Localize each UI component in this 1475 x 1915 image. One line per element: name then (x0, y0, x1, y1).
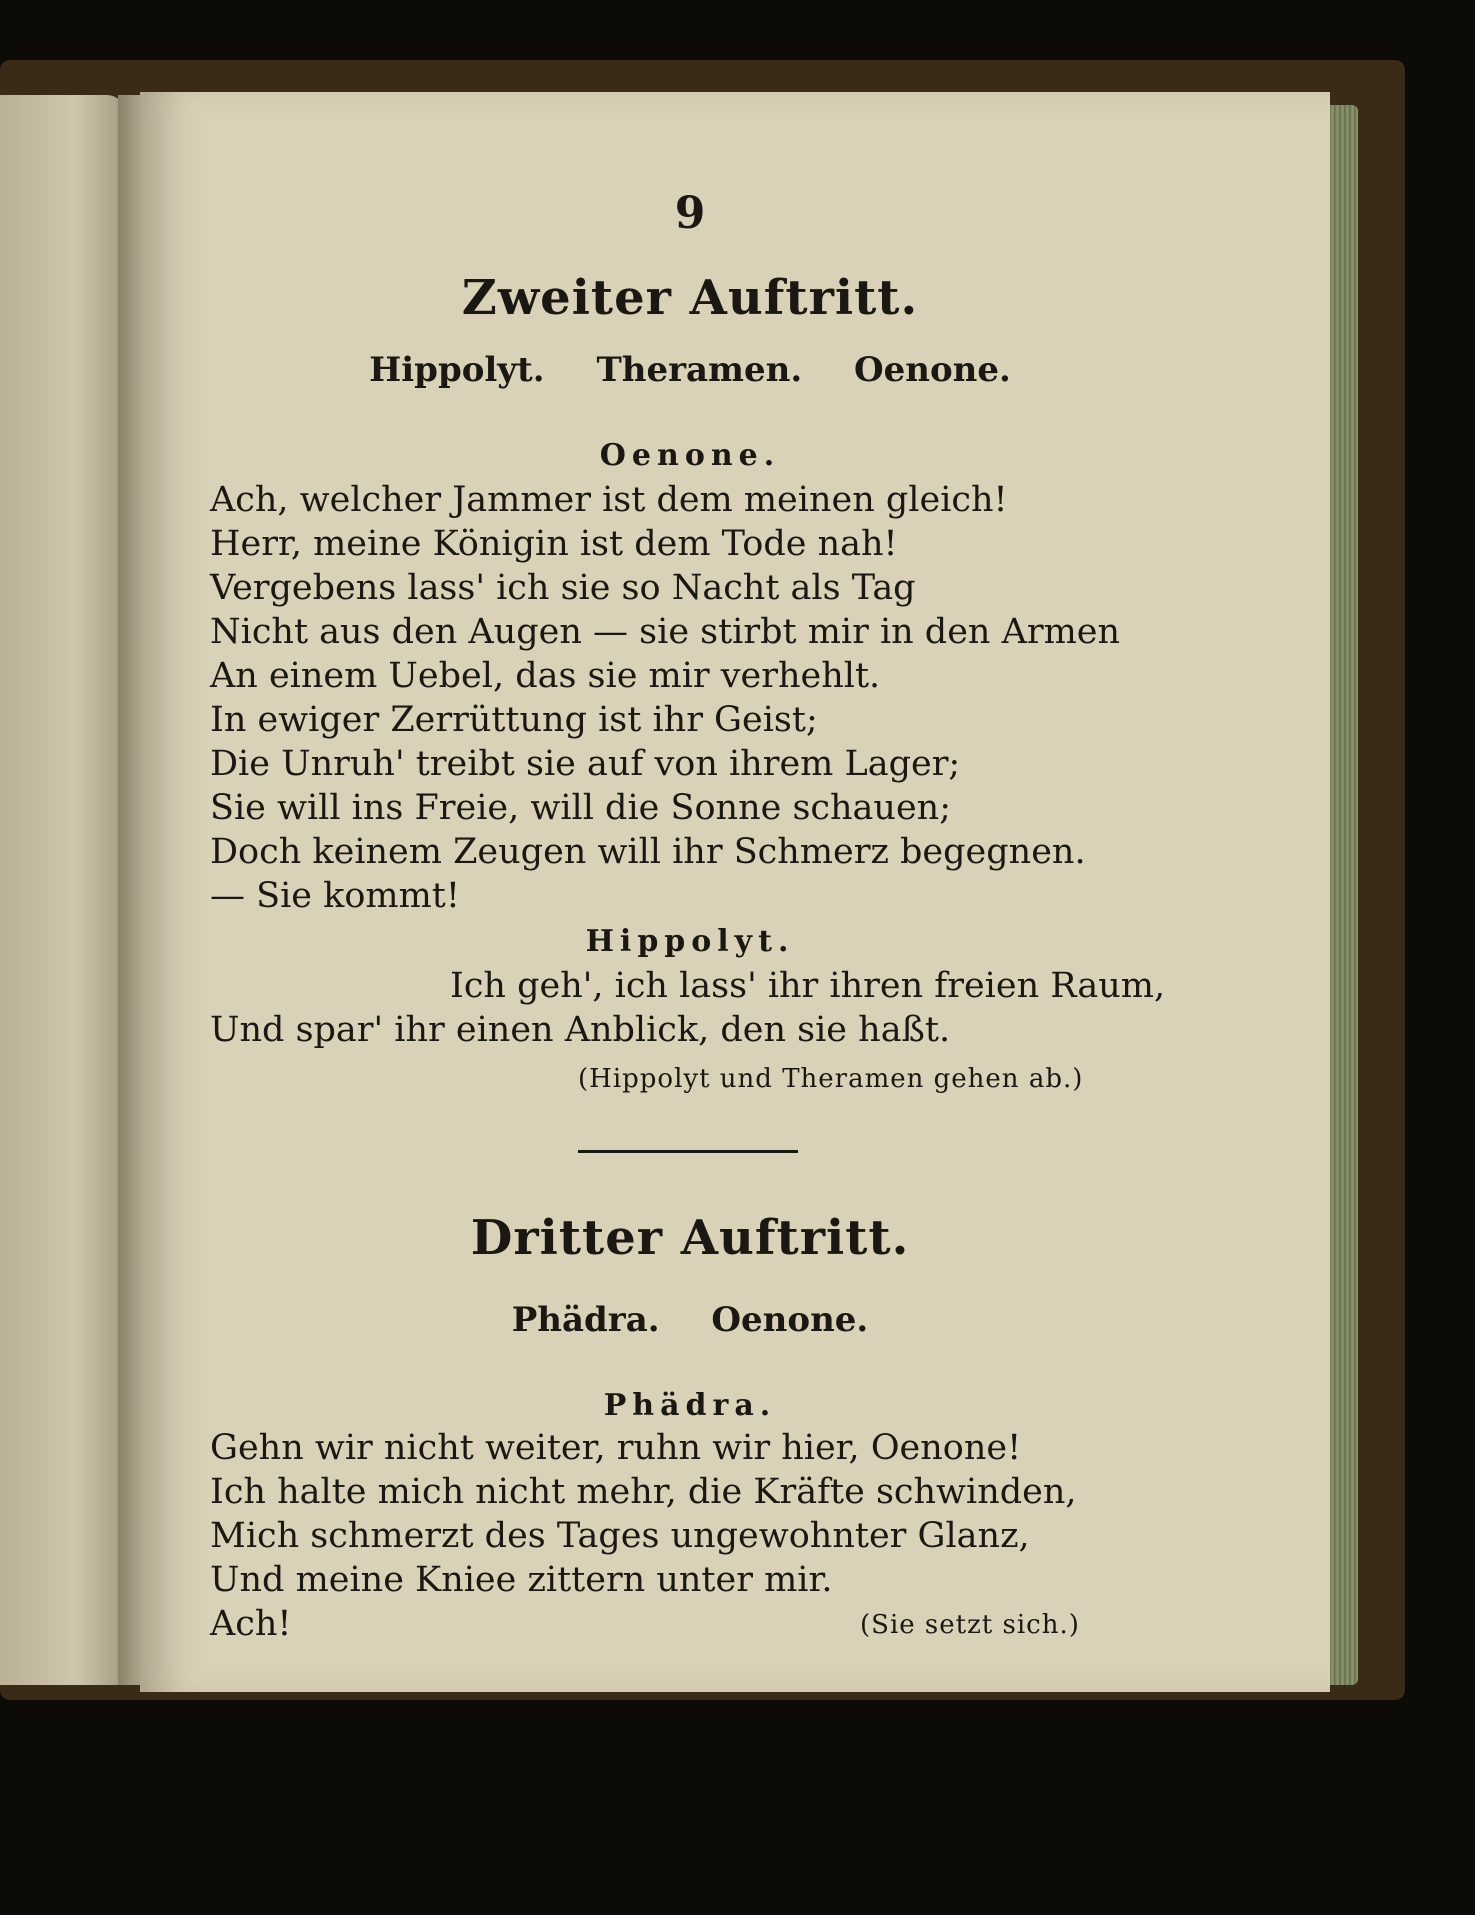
verse-line: Nicht aus den Augen — sie stirbt mir in den Armen (210, 612, 1121, 652)
verse-line: Sie will ins Freie, will die Sonne schauen; (210, 788, 952, 828)
cast-list-scene2: Hippolyt. Theramen. Oenone. (369, 350, 1011, 390)
verse-line: Und spar' ihr einen Anblick, den sie haßt. (210, 1010, 951, 1050)
verse-line: Doch keinem Zeugen will ihr Schmerz begegnen. (210, 832, 1086, 872)
verse-line: Ach, welcher Jammer ist dem meinen gleich! (210, 480, 1008, 520)
verse-line: Gehn wir nicht weiter, ruhn wir hier, Oenone! (210, 1428, 1022, 1468)
verse-line: Herr, meine Königin ist dem Tode nah! (210, 524, 898, 564)
verse-line: Ach! (210, 1604, 292, 1644)
left-page (0, 95, 125, 1685)
verse-line: Ich halte mich nicht mehr, die Kräfte schwinden, (210, 1472, 1077, 1512)
verse-line: Die Unruh' treibt sie auf von ihrem Lager; (210, 744, 961, 784)
scene-heading-zweiter: Zweiter Auftritt. (461, 270, 919, 326)
verse-line: An einem Uebel, das sie mir verhehlt. (210, 656, 881, 696)
verse-line: — Sie kommt! (210, 876, 460, 916)
verse-line: Mich schmerzt des Tages ungewohnter Glanz, (210, 1516, 1030, 1556)
verse-line: Vergebens lass' ich sie so Nacht als Tag (210, 568, 916, 608)
speaker-oenone: Oenone. (599, 438, 781, 473)
page-edges (1330, 105, 1358, 1685)
stage-direction-sits: (Sie setzt sich.) (860, 1610, 1080, 1640)
speaker-hippolyt: Hippolyt. (585, 924, 795, 959)
cast-list-scene3: Phädra. Oenone. (511, 1300, 869, 1340)
scene-heading-dritter: Dritter Auftritt. (470, 1210, 910, 1266)
verse-line: In ewiger Zerrüttung ist ihr Geist; (210, 700, 818, 740)
scene-divider (578, 1150, 798, 1153)
verse-line: Und meine Kniee zittern unter mir. (210, 1560, 833, 1600)
speaker-phaedra: Phädra. (603, 1388, 777, 1423)
stage-direction-exit: (Hippolyt und Theramen gehen ab.) (578, 1064, 1084, 1094)
page-number: 9 (674, 188, 706, 239)
verse-line: Ich geh', ich lass' ihr ihren freien Raum, (450, 966, 1166, 1006)
